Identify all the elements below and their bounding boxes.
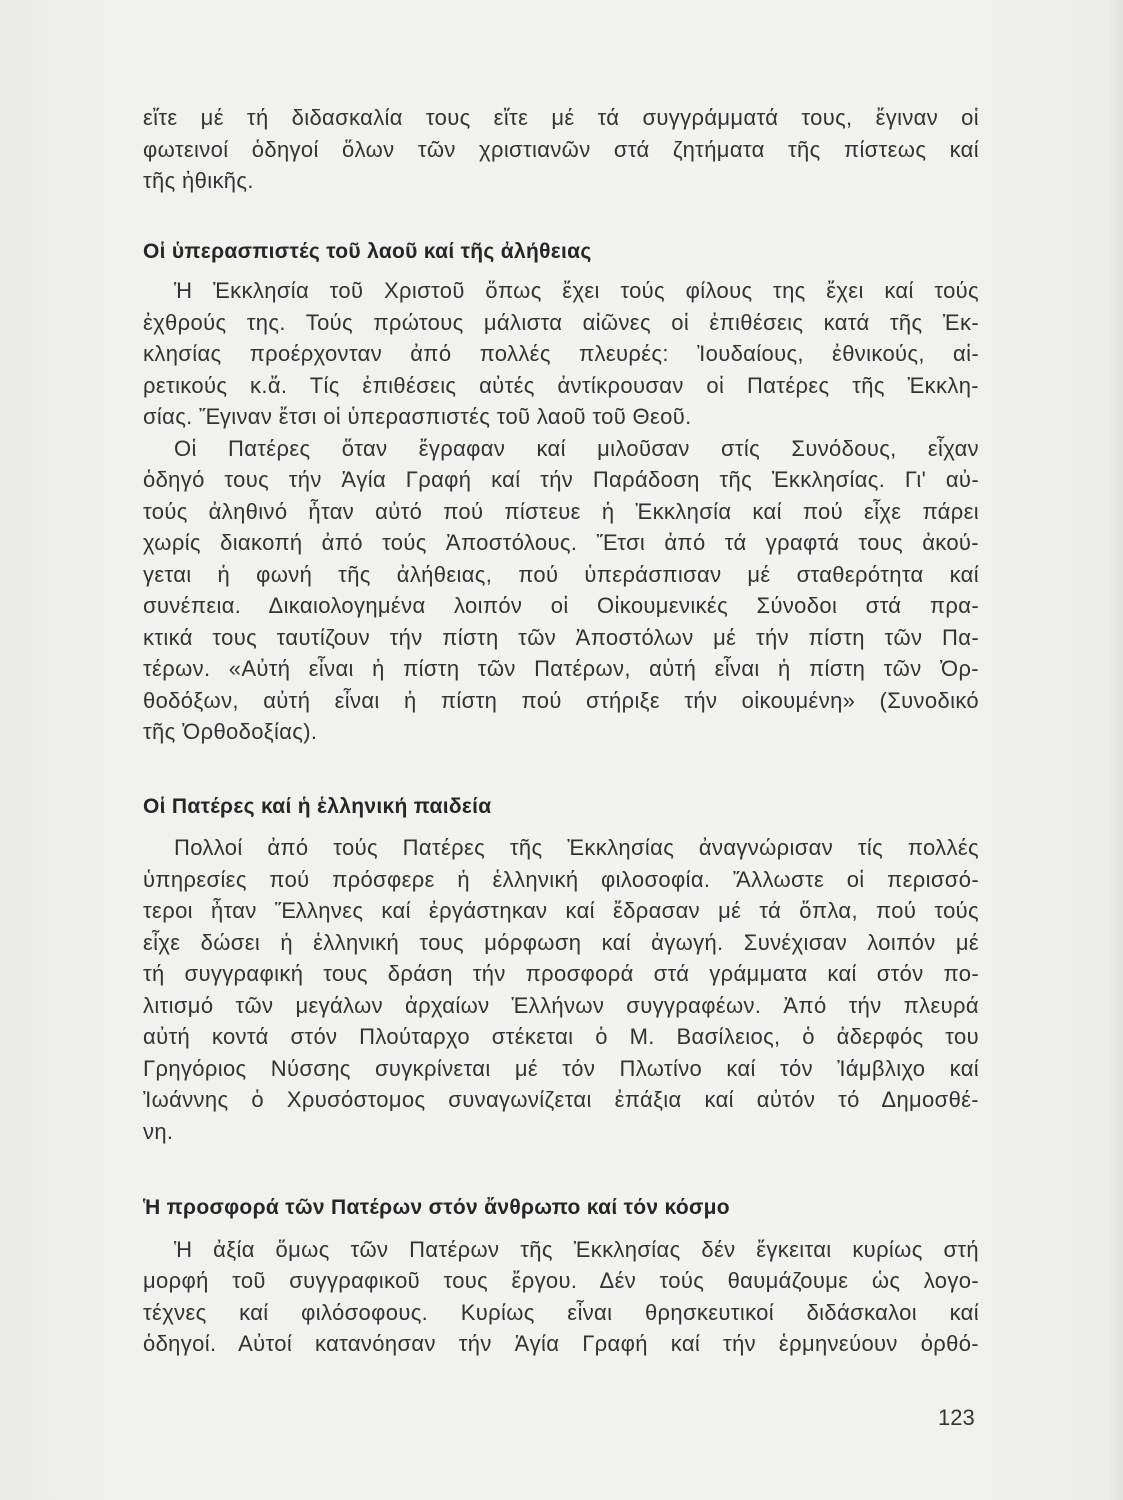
text-line: ρετικούς κ.ἄ. Τίς ἐπιθέσεις αὐτές ἀντίκρουσαν οἱ Πατέρες τῆς Ἐκκλη-	[143, 372, 979, 398]
section-body-contribution	[143, 1234, 979, 1360]
text-line: Ἰωάννης ὁ Χρυσόστομος συναγωνίζεται ἐπάξια καί αὐτόν τό Δημοσθέ-	[143, 1087, 979, 1112]
text-line: κλησίας προέρχονταν ἀπό πολλές πλευρές: Ἰουδαίους, ἐθνικούς, αἱ-	[143, 341, 979, 366]
text-line: χωρίς διακοπή ἀπό τούς Ἀποστόλους. Ἔτσι ἀπό τά γραφτά τους ἀκού-	[143, 530, 979, 555]
text-line: νη.	[143, 1118, 174, 1144]
text-line: ὑπηρεσίες πού πρόσφερε ἡ ἑλληνική φιλοσοφία. Ἄλλωστε οἱ περισσό-	[143, 866, 979, 892]
text-line: Οἱ Πατέρες ὅταν ἔγραφαν καί μιλοῦσαν στίς Συνόδους, εἶχαν	[174, 435, 979, 461]
text-line: Ἡ Ἐκκλησία τοῦ Χριστοῦ ὅπως ἔχει τούς φίλους της ἔχει καί τούς	[174, 278, 979, 303]
text-line: κτικά τους ταυτίζουν τήν πίστη τῶν Ἀποστόλων μέ τήν πίστη τῶν Πα-	[143, 624, 979, 650]
text-line: τέρων. «Αὐτή εἶναι ἡ πίστη τῶν Πατέρων, αὐτή εἶναι ἡ πίστη τῶν Ὀρ-	[143, 656, 979, 681]
text-line: ἐχθρούς της. Τούς πρώτους μάλιστα αἰῶνες οἱ ἐπιθέσεις κατά τῆς Ἐκ-	[143, 309, 979, 335]
text-line: τεροι ἦταν Ἕλληνες καί ἐργάστηκαν καί ἔδρασαν μέ τά ὅπλα, πού τούς	[143, 898, 979, 923]
text-line: ὁδηγοί. Αὐτοί κατανόησαν τήν Ἁγία Γραφή καί τήν ἑρμηνεύουν ὀρθό-	[143, 1331, 979, 1356]
text-line: τούς ἀληθινό ἦταν αὐτό πού πίστευε ἡ Ἐκκλησία καί πού εἶχε πάρει	[143, 498, 979, 524]
text-line: τῆς ἠθικῆς.	[143, 168, 254, 193]
intro-paragraph	[143, 102, 979, 197]
text-line: Ἡ ἀξία ὅμως τῶν Πατέρων τῆς Ἐκκλησίας δέν ἔγκειται κυρίως στή	[174, 1236, 979, 1262]
text-line: τή συγγραφική τους δράση τήν προσφορά στά γράμματα καί στόν πο-	[143, 961, 979, 986]
text-line: εἶχε δώσει ἡ ἑλληνική τους μόρφωση καί ἀγωγή. Συνέχισαν λοιπόν μέ	[143, 929, 979, 955]
text-line: γεται ἡ φωνή τῆς ἀλήθειας, πού ὑπεράσπισαν μέ σταθερότητα καί	[143, 561, 979, 587]
text-line: φωτεινοί ὁδηγοί ὅλων τῶν χριστιανῶν στά ζητήματα τῆς πίστεως καί	[143, 136, 979, 162]
page-edge-shadow	[1109, 0, 1123, 1500]
section-heading-contribution: Ἡ προσφορά τῶν Πατέρων στόν ἄνθρωπο καί τόν κόσμο	[143, 1196, 730, 1219]
text-line: τέχνες καί φιλόσοφους. Κυρίως εἶναι θρησκευτικοί διδάσκαλοι καί	[143, 1299, 979, 1325]
section-body-defenders	[143, 275, 979, 748]
text-line: τῆς Ὀρθοδοξίας).	[143, 719, 318, 744]
text-line: λιτισμό τῶν μεγάλων ἀρχαίων Ἑλλήνων συγγραφέων. Ἀπό τήν πλευρά	[143, 992, 979, 1018]
text-line: εἴτε μέ τή διδασκαλία τους εἴτε μέ τά συγγράμματά τους, ἔγιναν οἱ	[143, 105, 979, 130]
text-line: Γρηγόριος Νύσσης συγκρίνεται μέ τόν Πλωτίνο καί τόν Ἰάμβλιχο καί	[143, 1055, 979, 1081]
text-line: μορφή τοῦ συγγραφικοῦ τους ἔργου. Δέν τούς θαυμάζουμε ὡς λογο-	[143, 1268, 979, 1293]
text-line: σίας. Ἔγιναν ἔτσι οἱ ὑπερασπιστές τοῦ λαοῦ τοῦ Θεοῦ.	[143, 404, 692, 429]
text-line: θοδόξων, αὐτή εἶναι ἡ πίστη πού στήριξε τήν οἰκουμένη» (Συνοδικό	[143, 687, 979, 713]
text-line: αὐτή κοντά στόν Πλούταρχο στέκεται ὁ Μ. Βασίλειος, ὁ ἀδερφός του	[143, 1024, 979, 1049]
page-number: 123	[938, 1405, 975, 1430]
page-body	[143, 102, 979, 1360]
text-line: ὁδηγό τους τήν Ἁγία Γραφή καί τήν Παράδοση τῆς Ἐκκλησίας. Γι' αὐ-	[143, 467, 979, 492]
section-body-greek-education	[143, 832, 979, 1147]
text-line: Πολλοί ἀπό τούς Πατέρες τῆς Ἐκκλησίας ἀναγνώρισαν τίς πολλές	[174, 835, 979, 860]
text-line: συνέπεια. Δικαιολογημένα λοιπόν οἱ Οἰκουμενικές Σύνοδοι στά πρα-	[143, 593, 979, 618]
section-heading-greek-education: Οἱ Πατέρες καί ἡ ἑλληνική παιδεία	[143, 794, 492, 818]
section-heading-defenders: Οἱ ὑπερασπιστές τοῦ λαοῦ καί τῆς ἀλήθειας	[143, 239, 592, 263]
